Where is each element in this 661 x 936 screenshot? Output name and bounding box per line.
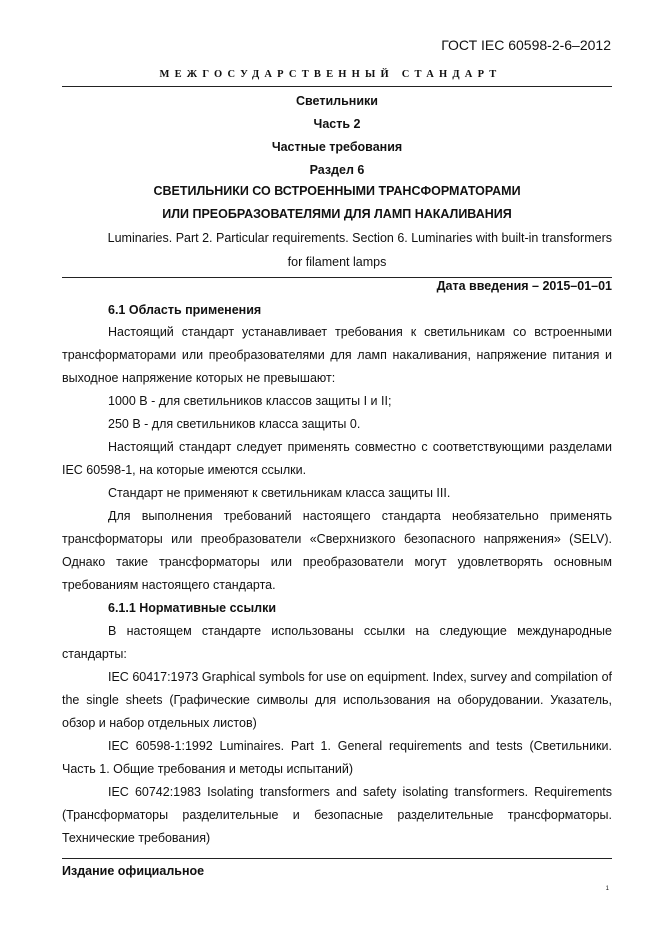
introduction-date: Дата введения – 2015–01–01 bbox=[436, 279, 612, 293]
paragraph-class-iii: Стандарт не применяют к светильникам класса защиты III. bbox=[108, 486, 451, 500]
page-number: 1 bbox=[605, 886, 609, 892]
title-line-5: СВЕТИЛЬНИКИ СО ВСТРОЕННЫМИ ТРАНСФОРМАТОРАМИ bbox=[153, 184, 521, 198]
english-title-line-1: Luminaries. Part 2. Particular requirements. Section 6. Luminaries with built-in transformers bbox=[107, 231, 612, 245]
paragraph-references-intro: В настоящем стандарте использованы ссылки на следующие международные стандарты: bbox=[62, 624, 612, 661]
english-title-line-2: for filament lamps bbox=[287, 255, 387, 269]
title-line-6: ИЛИ ПРЕОБРАЗОВАТЕЛЯМИ ДЛЯ ЛАМП НАКАЛИВАНИЯ bbox=[162, 207, 512, 221]
reference-iec-60598-1: IEC 60598-1:1992 Luminaires. Part 1. General requirements and tests (Светильники. Часть 1. Общие требования и методы испытаний) bbox=[62, 739, 612, 776]
paragraph-application: Настоящий стандарт следует применять совместно с соответствующими разделами IEC 60598-1, на которые имеются ссылки. bbox=[62, 440, 612, 477]
list-item-1000v: 1000 В - для светильников классов защиты I и II; bbox=[108, 394, 392, 408]
footer-divider bbox=[62, 858, 612, 859]
standard-type: МЕЖГОСУДАРСТВЕННЫЙ СТАНДАРТ bbox=[159, 69, 502, 80]
date-divider bbox=[62, 277, 612, 278]
title-line-4: Раздел 6 bbox=[309, 163, 365, 177]
section-heading: 6.1 Область применения bbox=[108, 303, 262, 317]
subsection-heading: 6.1.1 Нормативные ссылки bbox=[108, 601, 277, 615]
reference-iec-60417: IEC 60417:1973 Graphical symbols for use on equipment. Index, survey and compilation of the single sheets (Графические символы для использования на оборудовании. Указатель, обзор и набор отдельных листов) bbox=[62, 670, 612, 730]
paragraph-scope: Настоящий стандарт устанавливает требования к светильникам со встроенными трансформаторами или преобразователями для ламп накаливания, напряжение питания и выходное напряжение которых не превышают: bbox=[62, 325, 612, 385]
title-line-2: Часть 2 bbox=[313, 117, 361, 131]
official-edition-label: Издание официальное bbox=[62, 864, 205, 878]
header-divider bbox=[62, 86, 612, 87]
paragraph-selv: Для выполнения требований настоящего стандарта необязательно применять трансформаторы или преобразователи «Сверхнизкого безопасного напряжения» (SELV). Однако такие трансформаторы или преобразователи могут удовлетворять основным требованиям настоящего стандарта. bbox=[62, 509, 612, 592]
reference-iec-60742: IEC 60742:1983 Isolating transformers and safety isolating transformers. Requirements (Трансформаторы разделительные и безопасные разделительные трансформаторы. Технические требования) bbox=[62, 785, 612, 845]
document-number: ГОСТ IEC 60598-2-6–2012 bbox=[441, 37, 611, 53]
list-item-250v: 250 В - для светильников класса защиты 0. bbox=[108, 417, 361, 431]
title-line-3: Частные требования bbox=[271, 140, 403, 154]
title-line-1: Светильники bbox=[296, 94, 378, 108]
